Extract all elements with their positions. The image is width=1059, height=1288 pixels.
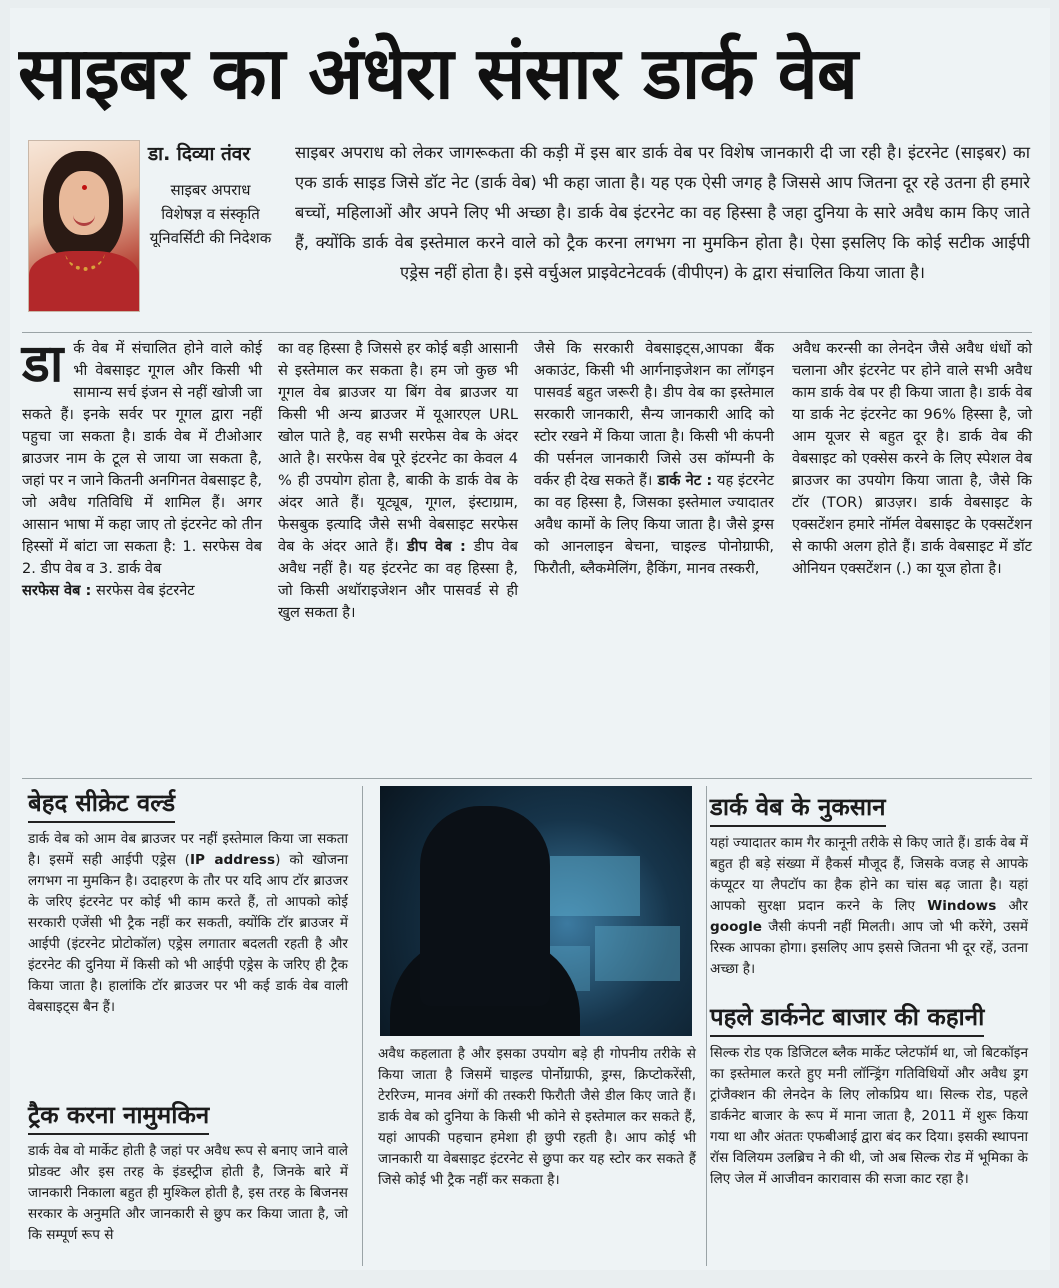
box-harm-text: यहां ज्यादातर काम गैर कानूनी तरीके से किए जाते हैं। डार्क वेब में बहुत ही बड़े संख्या में हैकर्स मौजूद हैं, जिसके वजह से आपके कंप्यूटर या लैपटॉप का हैक होने का चांस बढ़ जाता है। यहां आपको सुरक्षा प्रदान करने के लिए Windows और google जैसी कंपनी नहीं मिलती। आप जो भी करेंगे, उसमें रिस्क आपका होगा। इसलिए आप इससे जितना भी दूर रहें, उतना अच्छा है। — [710, 835, 1028, 977]
article-columns — [22, 334, 1032, 768]
column-3: जैसे कि सरकारी वेबसाइट्स,आपका बैंक अकाउंट, किसी भी आर्गनाइजेशन का लॉगइन पासवर्ड बहुत जरूरी है। डीप वेब का इस्तेमाल सरकारी जानकारी, सैन्य जानकारी आदि को स्टोर रखने में किया जाता है। किसी भी कंपनी की पर्सनल जानकारी जिसे उस कॉम्पनी के वर्कर ही देख सकते हैं। डार्क नेट : यह इंटरनेट का वह हिस्सा है, जिसका इस्तेमाल ज्यादातर अवैध कामों के लिए किया जाता है। जैसे ड्रग्स को आनलाइन बेचना, चाइल्ड पोनोग्राफी, फिरौती, ब्लैकमेलिंग, हैकिंग, मानव तस्करी, — [534, 340, 774, 577]
column-2: का वह हिस्सा है जिससे हर कोई बड़ी आसानी से इस्तेमाल कर सकता है। हम जो कुछ भी गूगल वेब ब्राउजर या बिंग वेब ब्राउजर या किसी भी अन्य ब्राउजर में यूआरएल URL खोल पाते है, वह सभी सरफेस वेब के अंदर आते है। सरफेस वेब पूरे इंटरनेट का केवल 4 % ही उपयोग होता है, बाकी के डार्क वेब के अंदर आते हैं। यूट्यूब, गूगल, इंस्टाग्राम, फेसबुक इत्यादि जैसे सभी वेबसाइट सरफेस वेब के अंदर आते हैं। डीप वेब : डीप वेब अवैध नहीं है। यह इंटरनेट का वह हिस्सा है, जो किसी अथॉराइजेशन और पासवर्ड से ही खुल सकता है। — [278, 340, 518, 621]
keyword-surface-web: सरफेस वेब : — [22, 582, 92, 599]
headline: साइबर का अंधेरा संसार डार्क वेब — [18, 31, 857, 115]
keyword-deep-web: डीप वेब : — [398, 538, 466, 555]
box-first-text: सिल्क रोड एक डिजिटल ब्लैक मार्केट प्लेटफॉर्म था, जो बिटकॉइन का इस्तेमाल करते हुए मनी लॉन्ड्रिंग गतिविधियों और अवैध ड्रग ट्रांजैक्शन की लेनदेन के लिए लोकप्रिय था। सिल्क रोड, पहले डार्कनेट बाजार के रूप में माना जाता है, 2011 में शुरू किया गया था और अंततः एफबीआई द्वारा बंद कर दिया। इसकी स्थापना रॉस विलियम उलब्रिच ने की थी, जो अब सिल्क रोड में भूमिका के लिए जेल में आजीवन कारावास की सजा काट रहा है। — [710, 1045, 1028, 1187]
column-1: डार्क वेब में संचालित होने वाले कोई भी वेबसाइट गूगल और किसी भी सामान्य सर्च इंजन से नहीं खोजी जा सकते हैं। इनके सर्वर पर गूगल द्वारा नहीं पहुचा जा सकता है। डार्क वेब में टीओआर ब्राउजर नाम के टूल से जाया जा सकता है, जहां पर न जाने कितनी अनगिनत वेबसाइट है, जो अवैध गतिविधि में शामिल हैं। अगर आसान भाषा में कहा जाए तो इंटरनेट को तीन हिस्सों में बांटा जा सकता है: 1. सरफेस वेब 2. डीप वेब व 3. डार्क वेब सरफेस वेब : सरफेस वेब इंटरनेट — [22, 334, 262, 599]
box-first-title: पहले डार्कनेट बाजार की कहानी — [710, 1000, 984, 1037]
author-photo — [28, 140, 140, 312]
dropcap: डा — [22, 334, 64, 394]
box-track — [28, 1098, 348, 1246]
author-box — [20, 130, 285, 330]
divider — [706, 786, 707, 1266]
box-track-text: डार्क वेब वो मार्केट होती है जहां पर अवैध रूप से बनाए जाने वाले प्रोडक्ट और इस तरह के इंडस्ट्रीज होती है, जिनके बारे में जानकारी निकाला बहुत ही मुश्किल होती है, इस तरह के बिजनस सरकार के अनुमति और जानकारी से छुप कर किया जाता है, जो कि सम्पूर्ण रूप से — [28, 1143, 348, 1243]
box-secret-text: डार्क वेब को आम वेब ब्राउजर पर नहीं इस्तेमाल किया जा सकता है। इसमें सही आईपी एड्रेस (IP address) को खोजना लगभग ना मुमकिन है। उदाहरण के तौर पर यदि आप टॉर ब्राउजर के जरिए इंटरनेट पर कोई भी काम करते हैं, तो आपको कोई सरकारी एजेंसी भी ट्रैक नहीं कर सकती, क्योंकि टॉर ब्राउजर में आईपी (इंटरनेट प्रोटोकॉल) एड्रेस लगातार बदलती रहती है और इंटरनेट की दुनिया में किसी को भी आईपी एड्रेस के जरिए ही ट्रैक किया जाता है। हालांकि टॉर ब्राउजर पर भी कई डार्क वेब वाली वेबसाइट्स बैन हैं। — [28, 831, 348, 1015]
hacker-photo — [380, 786, 692, 1036]
author-name: डा. दिव्या तंवर — [148, 143, 251, 165]
box-harm-title: डार्क वेब के नुकसान — [710, 790, 886, 827]
box-track-title: ट्रैक करना नामुमकिन — [28, 1098, 209, 1135]
column-4: अवैध करन्सी का लेनदेन जैसे अवैध धंधों को चलाना और इंटरनेट पर होने वाले सभी अवैध काम डार्क वेब पर ही किया जाता है। डार्क वेब या डार्क नेट इंटरनेट का 96% हिस्सा है, जो आम यूजर से बहुत दूर है। डार्क वेब की वेबसाइट को एक्सेस करने के लिए स्पेशल वेब ब्राउजर का उपयोग किया जाता है, जैसे कि टॉर (TOR) ब्राउज़र। डार्क वेबसाइट के एक्सटेंशन हमारे नॉर्मल वेबसाइट के एक्सटेंशन से काफी अलग होते हैं। डार्क वेबसाइट में डॉट ओनियन एक्सटेंशन (.) का यूज होता है। — [792, 340, 1032, 577]
newspaper-page — [10, 8, 1050, 1270]
box-secret-title: बेहद सीक्रेट वर्ल्ड — [28, 786, 175, 823]
box-harm — [710, 790, 1028, 980]
box-center-text: अवैध कहलाता है और इसका उपयोग बड़े ही गोपनीय तरीके से किया जाता है जिसमें चाइल्ड पोर्नोग्राफी, ड्रग्स, क्रिप्टोकरेंसी, टेररिज्म, मानव अंगों की तस्करी फिरौती जैसे डील किए जाते हैं। डार्क वेब को दुनिया के किसी भी कोने से इस्तेमाल कर सकते हैं, यहां आपकी पहचान हमेशा ही छुपी रहती है। आप कोई भी जानकारी या वेबसाइट इंटरनेट से छुपा कर यह स्टोर कर सकते हैं जिसे कोई भी ट्रैक नहीं कर सकता है। — [378, 1046, 696, 1188]
box-first-darknet — [710, 1000, 1028, 1190]
box-center — [378, 1044, 696, 1191]
author-role: साइबर अपराध विशेषज्ञ व संस्कृति यूनिवर्सिटी की निदेशक — [149, 181, 272, 247]
divider — [362, 786, 363, 1266]
divider — [22, 332, 1032, 333]
divider — [22, 778, 1032, 779]
keyword-dark-net: डार्क नेट : — [652, 472, 713, 489]
box-secret-world — [28, 786, 348, 1018]
intro-paragraph: साइबर अपराध को लेकर जागरूकता की कड़ी में इस बार डार्क वेब पर विशेष जानकारी दी जा रही है। इंटरनेट (साइबर) का एक डार्क साइड जिसे डॉट नेट (डार्क वेब) भी कहा जाता है। यह एक ऐसी जगह है जिससे आप जितना दूर रहे उतना ही हमारे बच्चों, महिलाओं और अपने लिए भी अच्छा है। डार्क वेब इंटरनेट का वह हिस्सा है जहा दुनिया के सारे अवैध काम किए जाते हैं, क्योंकि डार्क वेब इस्तेमाल करने वाले को ट्रैक करना लगभग ना मुमकिन होता है। ऐसा इसलिए कि कोई सटीक आईपी एड्रेस नहीं होता है। इसे वर्चुअल प्राइवेटनेटवर्क (वीपीएन) के द्वारा संचालित किया जाता है। — [295, 143, 1030, 282]
